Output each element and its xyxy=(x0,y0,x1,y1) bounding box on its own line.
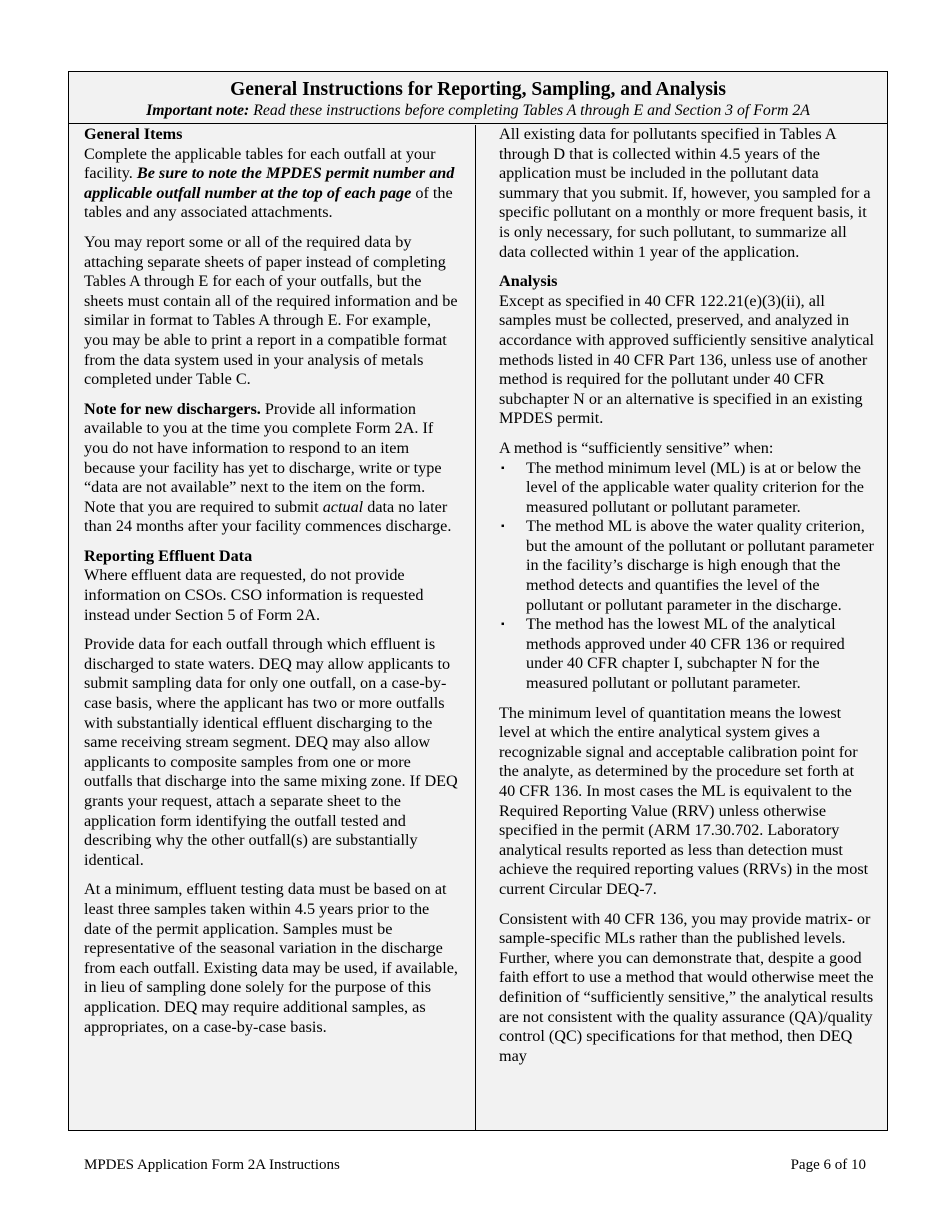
sensitive-intro: A method is “sufficiently sensitive” when: xyxy=(499,438,774,457)
bullet-marker: ▪ xyxy=(501,619,505,631)
list-item: ▪ The method minimum level (ML) is at or below the level of the applicable water quality criterion for the measured pollutant or pollutant parameter. xyxy=(501,458,864,516)
new-dischargers-text-a: Provide all information available to you at the time you complete Form 2A. If you do not have information to respond to an item because your facility has yet to discharge, write or type “data are not available” next to the item on the form. Note that you are required to submit xyxy=(84,399,442,516)
analysis-paragraph: Except as specified in 40 CFR 122.21(e)(3)(ii), all samples must be collected, preserved, and analyzed in accordance with approved sufficiently sensitive analytical methods listed in 40 CFR Part 136, unless use of another method is required for the pollutant under 40 CFR subchapter N or an alternative is specified in an existing MPDES permit. xyxy=(499,291,874,428)
general-items-paragraph-1 xyxy=(84,145,458,223)
important-note xyxy=(69,101,887,121)
column-divider xyxy=(475,125,476,1130)
minimum-level-paragraph: The minimum level of quantitation means the lowest level at which the entire analytical system gives a recognizable signal and acceptable calibration point for the analyte, as determined by the procedure set forth at 40 CFR 136. In most cases the ML is equivalent to the Required Reporting Value (RRV) unless otherwise specified in the permit (ARM 17.30.702. Laboratory analytical results reported as less than detection must achieve the required reporting values (RRVs) in the most current Circular DEQ-7. xyxy=(499,703,869,898)
instructions-box xyxy=(68,71,888,1131)
bullet-marker: ▪ xyxy=(501,521,505,533)
bullet-marker: ▪ xyxy=(501,462,505,474)
new-dischargers-paragraph xyxy=(84,400,458,537)
list-item: ▪ The method has the lowest ML of the analytical methods approved under 40 CFR 136 or required under 40 CFR chapter I, subchapter N for the measured pollutant or pollutant parameter. xyxy=(501,615,845,693)
important-note-label: Important note: xyxy=(146,102,250,119)
reporting-effluent-heading: Reporting Effluent Data xyxy=(84,546,253,565)
new-dischargers-label: Note for new dischargers. xyxy=(84,399,261,418)
general-items-heading: General Items xyxy=(84,125,183,143)
page-title: General Instructions for Reporting, Sampling, and Analysis xyxy=(230,79,726,100)
new-dischargers-emphasis: actual xyxy=(322,497,364,516)
reporting-effluent-paragraph-2: Provide data for each outfall through which effluent is discharged to state waters. DEQ may allow applicants to submit sampling data for only one outfall, on a case-by-case basis, where the applicant has two or more outfalls with substantially identical effluent discharging to the same receiving stream segment. DEQ may also allow applicants to composite samples from one or more outfalls that discharge into the same mixing zone. If DEQ grants your request, attach a separate sheet to the application form identifying the outfall tested and describing why the other outfall(s) are substantially identical. xyxy=(84,635,458,869)
section-header xyxy=(69,72,887,124)
two-column-body xyxy=(69,125,887,1130)
reporting-effluent-paragraph-1: Where effluent data are requested, do not provide information on CSOs. CSO information is requested instead under Section 5 of Form 2A. xyxy=(84,566,424,624)
left-column xyxy=(84,125,458,1130)
footer-page-number: Page 6 of 10 xyxy=(790,1157,866,1173)
consistent-paragraph: Consistent with 40 CFR 136, you may provide matrix- or sample-specific MLs rather than the published levels. Further, where you can demonstrate that, despite a good faith effort to use a method that would otherwise meet the definition of “sufficiently sensitive,” the analytical results are not consistent with the quality assurance (QA)/quality control (QC) specifications for that method, then DEQ may xyxy=(499,909,874,1065)
list-item: ▪ The method ML is above the water quality criterion, but the amount of the pollutant or pollutant parameter in the facility’s discharge is high enough that the method detects and quantifies the level of the pollutant or pollutant parameter in the discharge. xyxy=(501,517,874,614)
general-items-paragraph-2: You may report some or all of the required data by attaching separate sheets of paper instead of completing Tables A through E for each of your outfalls, but the sheets must contain all of the required information and be similar in format to Tables A through E. For example, you may be able to print a report in a compatible format from the data system used in your analysis of metals completed under Table C. xyxy=(84,232,458,389)
important-note-text: Read these instructions before completing Tables A through E and Section 3 of Form 2A xyxy=(253,102,810,119)
existing-data-paragraph: All existing data for pollutants specified in Tables A through D that is collected within 4.5 years of the application must be included in the pollutant data summary that you submit. If, however, you sampled for a specific pollutant on a monthly or more frequent basis, it is only necessary, for such pollutant, to summarize all data collected within 1 year of the application. xyxy=(499,125,871,261)
footer-document-name: MPDES Application Form 2A Instructions xyxy=(84,1157,340,1173)
new-dischargers-text-b: data no later than 24 months after your facility commences discharge. xyxy=(84,497,452,536)
analysis-heading: Analysis xyxy=(499,272,558,291)
sensitive-criteria-list xyxy=(499,459,874,694)
gi-emphasis: Be sure to note the MPDES permit number and applicable outfall number at the top of each page xyxy=(84,164,455,202)
right-column xyxy=(499,125,874,1130)
gi-text-c: of the tables and any associated attachments. xyxy=(84,183,453,222)
gi-text-a: Complete the applicable tables for each outfall at your facility. xyxy=(84,144,436,183)
reporting-effluent-paragraph-3: At a minimum, effluent testing data must be based on at least three samples taken within 4.5 years prior to the date of the permit application. Samples must be representative of the seasonal variation in the discharge from each outfall. Existing data may be used, if available, in lieu of sampling done solely for the purpose of this application. DEQ may require additional samples, as appropriates, on a case-by-case basis. xyxy=(84,880,458,1036)
